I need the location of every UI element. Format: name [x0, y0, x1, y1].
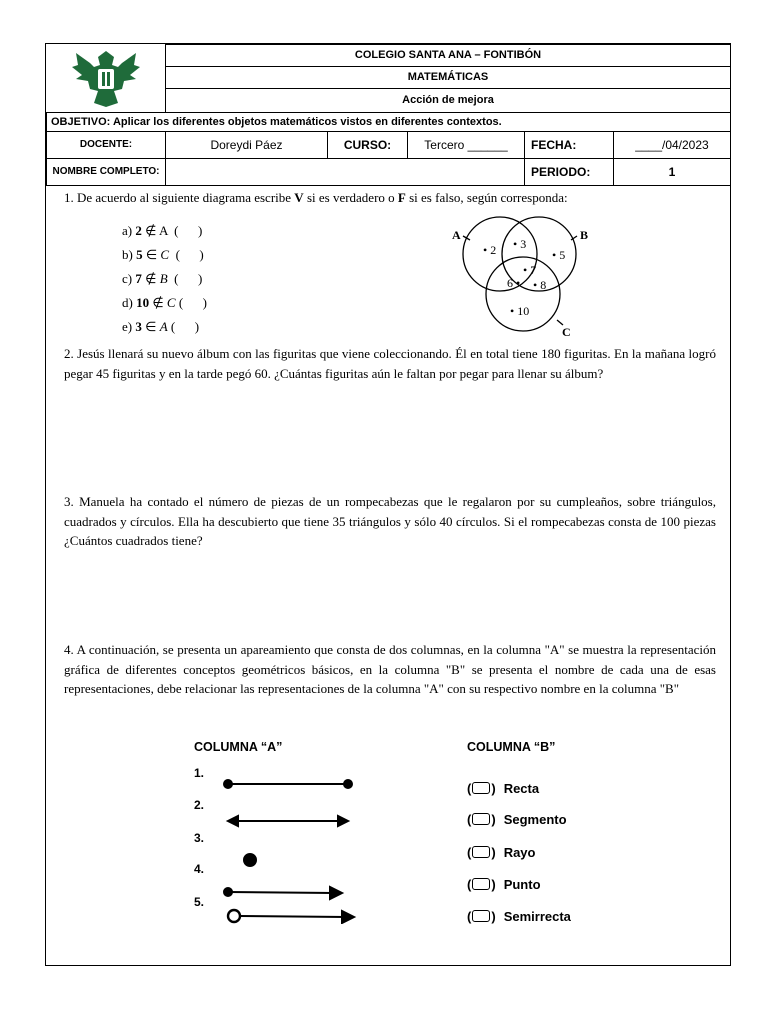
option-blank[interactable]: ( )	[169, 247, 204, 262]
q1-option-c[interactable]	[122, 271, 202, 287]
question-4-text: 4. A continuación, se presenta un apareamiento que consta de dos columnas, en la columna "A" se muestra la representación gráfica de diferentes conceptos geométricos básicos, en la columna "B" se presenta el nombre de cada una de esas representaciones, debe relacionar las representaciones de la columna "A" con su respectivo nombre en la columna "B"	[64, 642, 716, 696]
paren-open: (	[467, 877, 472, 892]
q1-v: V	[294, 190, 304, 205]
open-endpoint	[228, 910, 240, 922]
answer-box[interactable]	[472, 878, 490, 890]
option-relation: ∉	[149, 295, 167, 310]
column-b-item[interactable]	[467, 908, 571, 926]
venn-circle-a	[463, 217, 537, 291]
q1-text-pre: 1. De acuerdo al siguiente diagrama escribe	[64, 190, 295, 205]
option-set: C	[166, 295, 176, 310]
option-relation: ∉	[141, 223, 159, 238]
answer-box[interactable]	[472, 846, 490, 858]
q1-option-a[interactable]	[122, 223, 202, 239]
option-blank[interactable]: ( )	[175, 295, 208, 310]
venn-element: • 5	[552, 248, 566, 262]
fecha-label: FECHA:	[525, 131, 614, 158]
nombre-field[interactable]	[166, 158, 525, 185]
periodo-label: PERIODO:	[525, 158, 614, 185]
halfline-arrow	[342, 911, 354, 923]
line-arrow-left	[228, 816, 238, 826]
column-a-number: 1.	[194, 766, 205, 780]
option-set: A	[159, 319, 168, 334]
option-number: 5	[136, 247, 143, 262]
nombre-label: NOMBRE COMPLETO:	[47, 158, 166, 185]
ray-arrow	[330, 887, 342, 899]
option-set: B	[159, 271, 168, 286]
option-relation: ∉	[141, 271, 160, 286]
header-table	[46, 44, 731, 186]
column-b-label: Semirrecta	[503, 909, 571, 924]
q1-text-post: si es falso, según corresponda:	[405, 190, 568, 205]
option-letter: b)	[122, 247, 137, 262]
venn-element: 6 •	[507, 276, 521, 290]
paren-open: (	[467, 812, 472, 827]
activity-title: Acción de mejora	[166, 88, 731, 112]
column-a-title: COLUMNA “A”	[194, 740, 283, 754]
venn-element: • 7	[523, 263, 537, 277]
option-letter: c)	[122, 271, 136, 286]
curso-value[interactable]: Tercero ______	[408, 131, 525, 158]
docente-label: DOCENTE:	[47, 131, 166, 158]
column-b-label: Segmento	[503, 812, 567, 827]
column-b-item[interactable]	[467, 811, 567, 829]
option-letter: a)	[122, 223, 136, 238]
school-logo	[68, 45, 144, 109]
venn-element: • 10	[510, 304, 530, 318]
objective-row	[47, 112, 731, 131]
paren-close: )	[491, 781, 496, 796]
column-b-item[interactable]	[467, 844, 535, 862]
column-b-item[interactable]	[467, 876, 541, 894]
venn-element: • 2	[483, 243, 497, 257]
option-relation: ∈	[142, 247, 161, 262]
venn-label-a: A	[452, 228, 461, 242]
option-set: C	[160, 247, 170, 262]
answer-box[interactable]	[472, 782, 490, 794]
column-b-item[interactable]	[467, 780, 539, 798]
worksheet-page	[45, 43, 731, 966]
subject-title: MATEMÁTICAS	[166, 66, 731, 88]
option-relation: ∈	[141, 319, 160, 334]
option-letter: e)	[122, 319, 136, 334]
point-dot	[244, 854, 256, 866]
question-2-text: 2. Jesús llenará su nuevo álbum con las figuritas que viene coleccionando. Él en total tiene 180 figuritas. En la mañana logró pegar 45 figuritas y en la tarde pegó 60. ¿Cuántas figuritas aún le faltan por pegar para llenar su álbum?	[64, 346, 716, 381]
periodo-value: 1	[614, 158, 731, 185]
q1-option-b[interactable]	[122, 247, 204, 263]
paren-close: )	[491, 909, 496, 924]
paren-open: (	[467, 845, 472, 860]
school-name: COLEGIO SANTA ANA – FONTIBÓN	[166, 45, 731, 67]
question-3-text: 3. Manuela ha contado el número de piezas de un rompecabezas que le regalaron por su cumpleaños, sobre triángulos, cuadrados y círculos. Ella ha descubierto que tiene 35 triángulos y sólo 40 círculos. Si el rompecabezas consta de 100 piezas ¿Cuántos cuadrados tiene?	[64, 494, 716, 548]
paren-close: )	[491, 812, 496, 827]
column-b-label: Punto	[503, 877, 541, 892]
venn-element: • 3	[513, 237, 527, 251]
segment-endpoint	[344, 780, 352, 788]
paren-close: )	[491, 845, 496, 860]
answer-box[interactable]	[472, 813, 490, 825]
objective-text: Aplicar los diferentes objetos matemáticos vistos en diferentes contextos.	[110, 115, 502, 128]
docente-value: Doreydi Páez	[166, 131, 328, 158]
column-a-number: 2.	[194, 798, 205, 812]
option-blank[interactable]: ( )	[167, 223, 203, 238]
venn-label-b: B	[580, 228, 589, 242]
option-number: 2	[135, 223, 142, 238]
venn-label-c: C	[562, 325, 571, 336]
segment-endpoint	[224, 780, 232, 788]
q1-option-e[interactable]	[122, 319, 199, 335]
paren-open: (	[467, 781, 472, 796]
option-number: 3	[135, 319, 142, 334]
column-a-number: 3.	[194, 831, 205, 845]
column-b-label: Rayo	[503, 845, 536, 860]
venn-element: • 8	[533, 278, 547, 292]
line-arrow-right	[338, 816, 348, 826]
column-b-title: COLUMNA “B”	[467, 740, 556, 754]
q1-f: F	[397, 190, 406, 205]
option-set: A	[158, 223, 168, 238]
venn-diagram	[441, 212, 591, 336]
curso-label: CURSO:	[328, 131, 408, 158]
option-number: 10	[136, 295, 150, 310]
option-letter: d)	[122, 295, 137, 310]
column-a-number: 5.	[194, 895, 205, 909]
q1-option-d[interactable]	[122, 295, 207, 311]
paren-close: )	[491, 877, 496, 892]
column-b-label: Recta	[503, 781, 540, 796]
geometry-figures	[216, 772, 366, 924]
column-a-number: 4.	[194, 862, 205, 876]
option-blank[interactable]: ( )	[167, 319, 200, 334]
q1-text-mid: si es verdadero o	[303, 190, 398, 205]
option-number: 7	[135, 271, 142, 286]
ray-endpoint	[224, 888, 232, 896]
option-blank[interactable]: ( )	[167, 271, 203, 286]
answer-box[interactable]	[472, 910, 490, 922]
paren-open: (	[467, 909, 472, 924]
fecha-value[interactable]: ____/04/2023	[614, 131, 731, 158]
school-logo-cell	[47, 45, 166, 113]
question-1-text	[64, 188, 716, 208]
objective-label: OBJETIVO:	[51, 115, 111, 128]
